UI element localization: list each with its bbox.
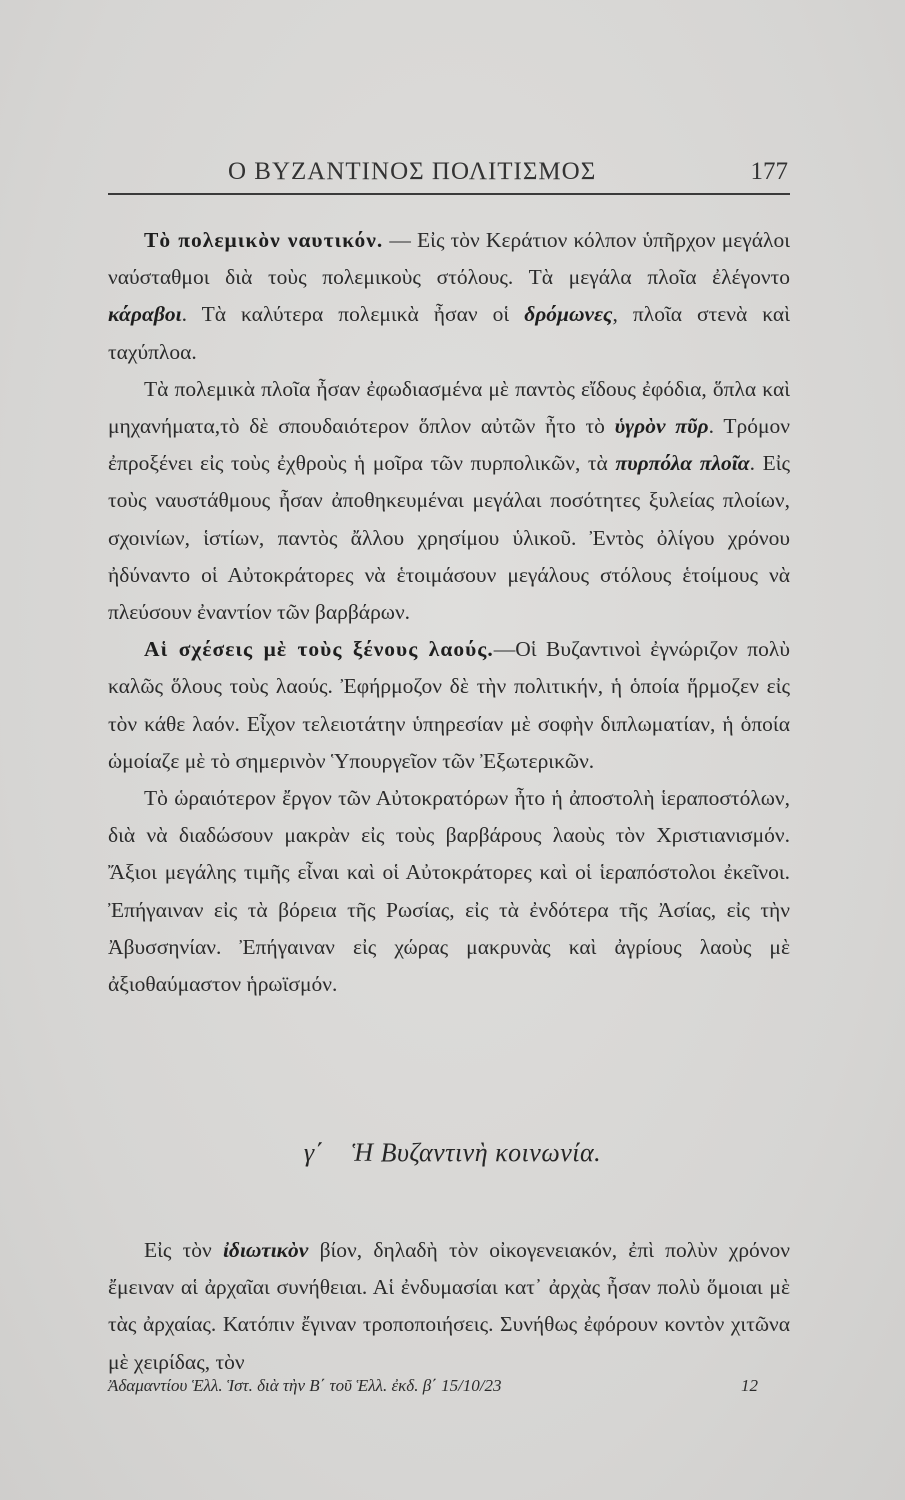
page-header bbox=[108, 152, 788, 192]
emphasis-term: ὑγρὸν πῦρ bbox=[614, 414, 709, 439]
paragraph-text: . Τὰ καλύτερα πολεμικὰ ἦσαν οἱ bbox=[181, 302, 525, 327]
signature-mark: 12 bbox=[741, 1376, 758, 1395]
section-title bbox=[0, 1138, 905, 1168]
emphasis-term: πυρπόλα πλοῖα bbox=[615, 451, 750, 476]
emphasis-term: ἰδιωτικὸν bbox=[222, 1238, 309, 1262]
paragraph-equipment bbox=[108, 371, 790, 631]
section-number: γ΄ bbox=[303, 1138, 324, 1167]
running-head: Ο ΒΥΖΑΝΤΙΝΟΣ ΠΟΛΙΤΙΣΜΟΣ bbox=[228, 158, 597, 185]
paragraph-text: Εἰς τὸν bbox=[144, 1238, 223, 1262]
paragraph-text: Τὰ πολεμικὰ πλοῖα ἦσαν ἐφωδιασμένα μὲ παντὸς εἴδους ἐφόδια, ὅπλα καὶ μηχανήματα,τὸ δὲ σπουδαιότερον ὅπλον αὐτῶν ἦτο τὸ bbox=[108, 376, 790, 439]
paragraph-private-life bbox=[108, 1232, 790, 1381]
page-number: 177 bbox=[750, 158, 788, 185]
paragraph-naval bbox=[108, 222, 790, 371]
footer-imprint: Ἀδαμαντίου Ἑλλ. Ἱστ. διὰ τὴν Β΄ τοῦ Ἑλλ. ἐκδ. β΄ 15/10/23 bbox=[108, 1376, 502, 1395]
paragraph-text: — Εἰς τὸν Κεράτιον κόλπον ὑπῆρχον μεγάλοι ναύσταθμοι διὰ τοὺς πολεμικοὺς στόλους. Τὰ μεγάλα πλοῖα ἐλέγοντο bbox=[108, 228, 790, 290]
section-heading: Ἡ Βυζαντινὴ κοινωνία. bbox=[351, 1138, 602, 1167]
emphasis-term: δρόμωνες bbox=[524, 302, 613, 327]
paragraph-missionaries bbox=[108, 780, 790, 1003]
paragraph-text: Τὸ ὡραιότερον ἔργον τῶν Αὐτοκρατόρων ἦτο ἡ ἀποστολὴ ἱεραποστόλων, διὰ νὰ διαδώσουν μακρὰν εἰς τοὺς βαρβάρους λαοὺς τὸν Χριστιανισμόν. Ἄξιοι μεγάλης τιμῆς εἶναι καὶ οἱ Αὐτοκράτορες καὶ οἱ ἱεραπόστολοι ἐκεῖνοι. Ἐπήγαιναν εἰς τὰ βόρεια τῆς Ρωσίας, εἰς τὰ ἐνδότερα τῆς Ἀσίας, εἰς τὴν Ἀβυσσηνίαν. Ἐπήγαιναν εἰς χώρας μακρυνὰς καὶ ἀγρίους λαοὺς μὲ ἀξιοθαύμαστον ἡρωϊσμόν. bbox=[108, 786, 790, 997]
section-text bbox=[108, 1232, 790, 1381]
main-text bbox=[108, 222, 790, 1003]
paragraph-heading: Τὸ πολεμικὸν ναυτικόν. bbox=[144, 228, 384, 252]
paragraph-heading: Αἱ σχέσεις μὲ τοὺς ξένους λαούς. bbox=[144, 637, 494, 662]
paragraph-foreign-relations bbox=[108, 631, 790, 780]
paragraph-text: , πλοῖα στενὰ καὶ ταχύπλοα. bbox=[108, 302, 790, 364]
paragraph-text: . Τρόμον ἐπροξένει εἰς τοὺς ἐχθροὺς ἡ μοῖρα τῶν πυρπολικῶν, τὰ bbox=[108, 414, 790, 476]
paragraph-text: βίον, δηλαδὴ τὸν οἰκογενειακόν, ἐπὶ πολὺν χρόνον ἔμειναν αἱ ἀρχαῖαι συνήθειαι. Αἱ ἐνδυμασίαι κατ᾽ ἀρχὰς ἦσαν πολὺ ὅμοιαι μὲ τὰς ἀρχαίας. Κατόπιν ἔγιναν τροποποιήσεις. Συνήθως ἐφόρουν κοντὸν χιτῶνα μὲ χειρίδας, τὸν bbox=[108, 1238, 790, 1374]
paragraph-text: . Εἰς τοὺς ναυστάθμους ἦσαν ἀποθηκευμέναι μεγάλαι ποσότητες ξυλείας πλοίων, σχοινίων, ἱστίων, παντὸς ἄλλου χρησίμου ὑλικοῦ. Ἐντὸς ὀλίγου χρόνου ἠδύναντο οἱ Αὐτοκράτορες νὰ ἑτοιμάσουν μεγάλους στόλους ἑτοίμους νὰ πλεύσουν ἐναντίον τῶν βαρβάρων. bbox=[108, 451, 791, 625]
header-rule bbox=[108, 193, 790, 195]
emphasis-term: κάραβοι bbox=[108, 302, 182, 327]
page-footer bbox=[108, 1376, 788, 1396]
paragraph-text: —Οἱ Βυζαντινοὶ ἐγνώριζον πολὺ καλῶς ὅλους τοὺς λαούς. Ἐφήρμοζον δὲ τὴν πολιτικήν, ἡ ὁποία ἥρμοζεν εἰς τὸν κάθε λαόν. Εἶχον τελειοτάτην ὑπηρεσίαν μὲ σοφὴν διπλωματίαν, ἡ ὁποία ὡμοίαζε μὲ τὸ σημερινὸν Ὑπουργεῖον τῶν Ἐξωτερικῶν. bbox=[108, 637, 790, 773]
